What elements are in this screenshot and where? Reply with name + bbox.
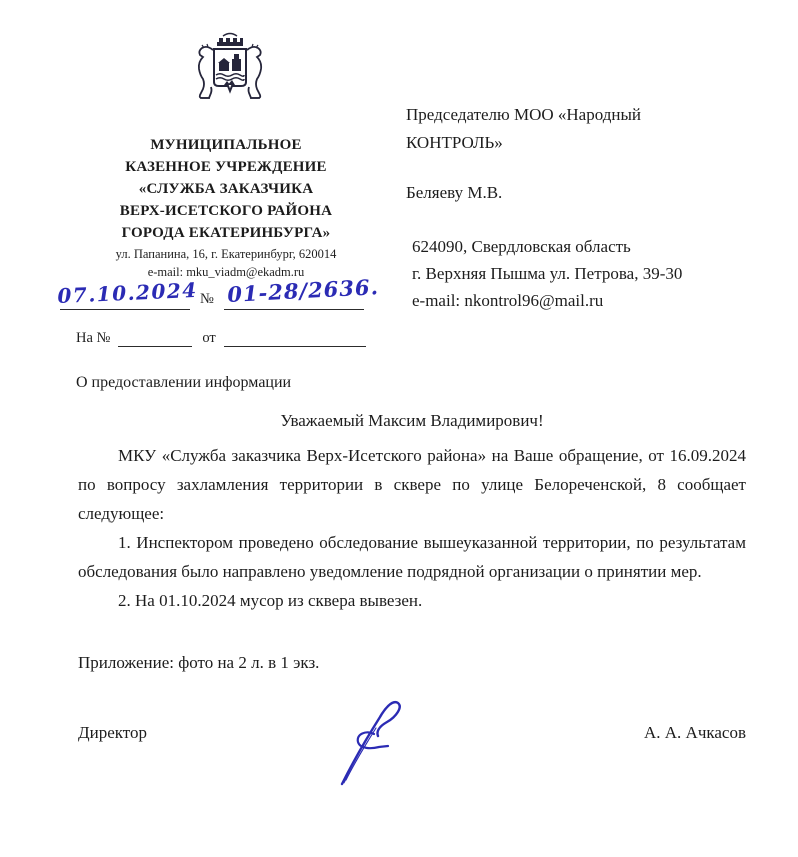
body-paragraph: 1. Инспектором проведено обследование вышеуказанной территории, по результатам обследования было направлено уведомление подрядной организации о принятии мер. bbox=[78, 533, 746, 581]
org-name-line: «СЛУЖБА ЗАКАЗЧИКА bbox=[138, 181, 314, 197]
org-name-block bbox=[58, 134, 394, 244]
signer-position: Директор bbox=[78, 723, 147, 742]
yekaterinburg-coat-of-arms-icon bbox=[181, 32, 279, 116]
recipient-address-line: г. Верхняя Пышма ул. Петрова, 39-30 bbox=[412, 264, 683, 283]
body-paragraph: МКУ «Служба заказчика Верх-Исетского района» на Ваше обращение, от 16.09.2024 по вопросу захламления территории в сквере по улице Белореченской, 8 сообщает следующее: bbox=[78, 446, 746, 523]
recipient-address-line: 624090, Свердловская область bbox=[412, 237, 631, 256]
reg-number-blank bbox=[224, 274, 380, 310]
number-sign: № bbox=[200, 291, 214, 307]
recipient-address bbox=[406, 233, 736, 314]
from-date-label: от bbox=[202, 330, 216, 346]
body-paragraph: 2. На 01.10.2024 мусор из сквера вывезен. bbox=[118, 591, 423, 610]
handwritten-number: 01-28/2636. bbox=[226, 274, 380, 307]
handwritten-date: 07.10.2024 bbox=[56, 277, 199, 308]
salutation: Уважаемый Максим Владимирович! bbox=[280, 411, 544, 430]
registration-line bbox=[56, 274, 400, 310]
recipient-title-line: Председателю МОО «Народный bbox=[406, 105, 642, 124]
org-address: ул. Папанина, 16, г. Екатеринбург, 620014 bbox=[115, 247, 337, 261]
org-name-line: ГОРОДА ЕКАТЕРИНБУРГА» bbox=[121, 225, 331, 241]
recipient-block bbox=[406, 101, 736, 314]
recipient-name: Беляеву М.В. bbox=[406, 183, 503, 202]
org-name-line: ВЕРХ-ИСЕТСКОГО РАЙОНА bbox=[119, 203, 333, 219]
letter-body bbox=[78, 441, 746, 615]
from-date-blank bbox=[224, 328, 366, 347]
reference-line bbox=[76, 323, 366, 347]
incoming-number-label: На № bbox=[76, 330, 111, 346]
org-name-line: КАЗЕННОЕ УЧРЕЖДЕНИЕ bbox=[125, 159, 327, 175]
org-name-line: МУНИЦИПАЛЬНОЕ bbox=[150, 137, 302, 153]
incoming-number-blank bbox=[118, 328, 192, 347]
org-email: e-mail: mku_viadm@ekadm.ru bbox=[147, 265, 305, 279]
attachment-line: Приложение: фото на 2 л. в 1 экз. bbox=[78, 653, 320, 672]
signature-row bbox=[78, 723, 746, 743]
subject-line: О предоставлении информации bbox=[76, 374, 292, 391]
reg-date-blank bbox=[56, 277, 199, 310]
recipient-address-line: e-mail: nkontrol96@mail.ru bbox=[412, 291, 604, 310]
signer-name: А. А. Ачкасов bbox=[644, 723, 746, 742]
handwritten-signature-icon bbox=[330, 690, 408, 788]
recipient-title-line: КОНТРОЛЬ» bbox=[406, 133, 503, 152]
